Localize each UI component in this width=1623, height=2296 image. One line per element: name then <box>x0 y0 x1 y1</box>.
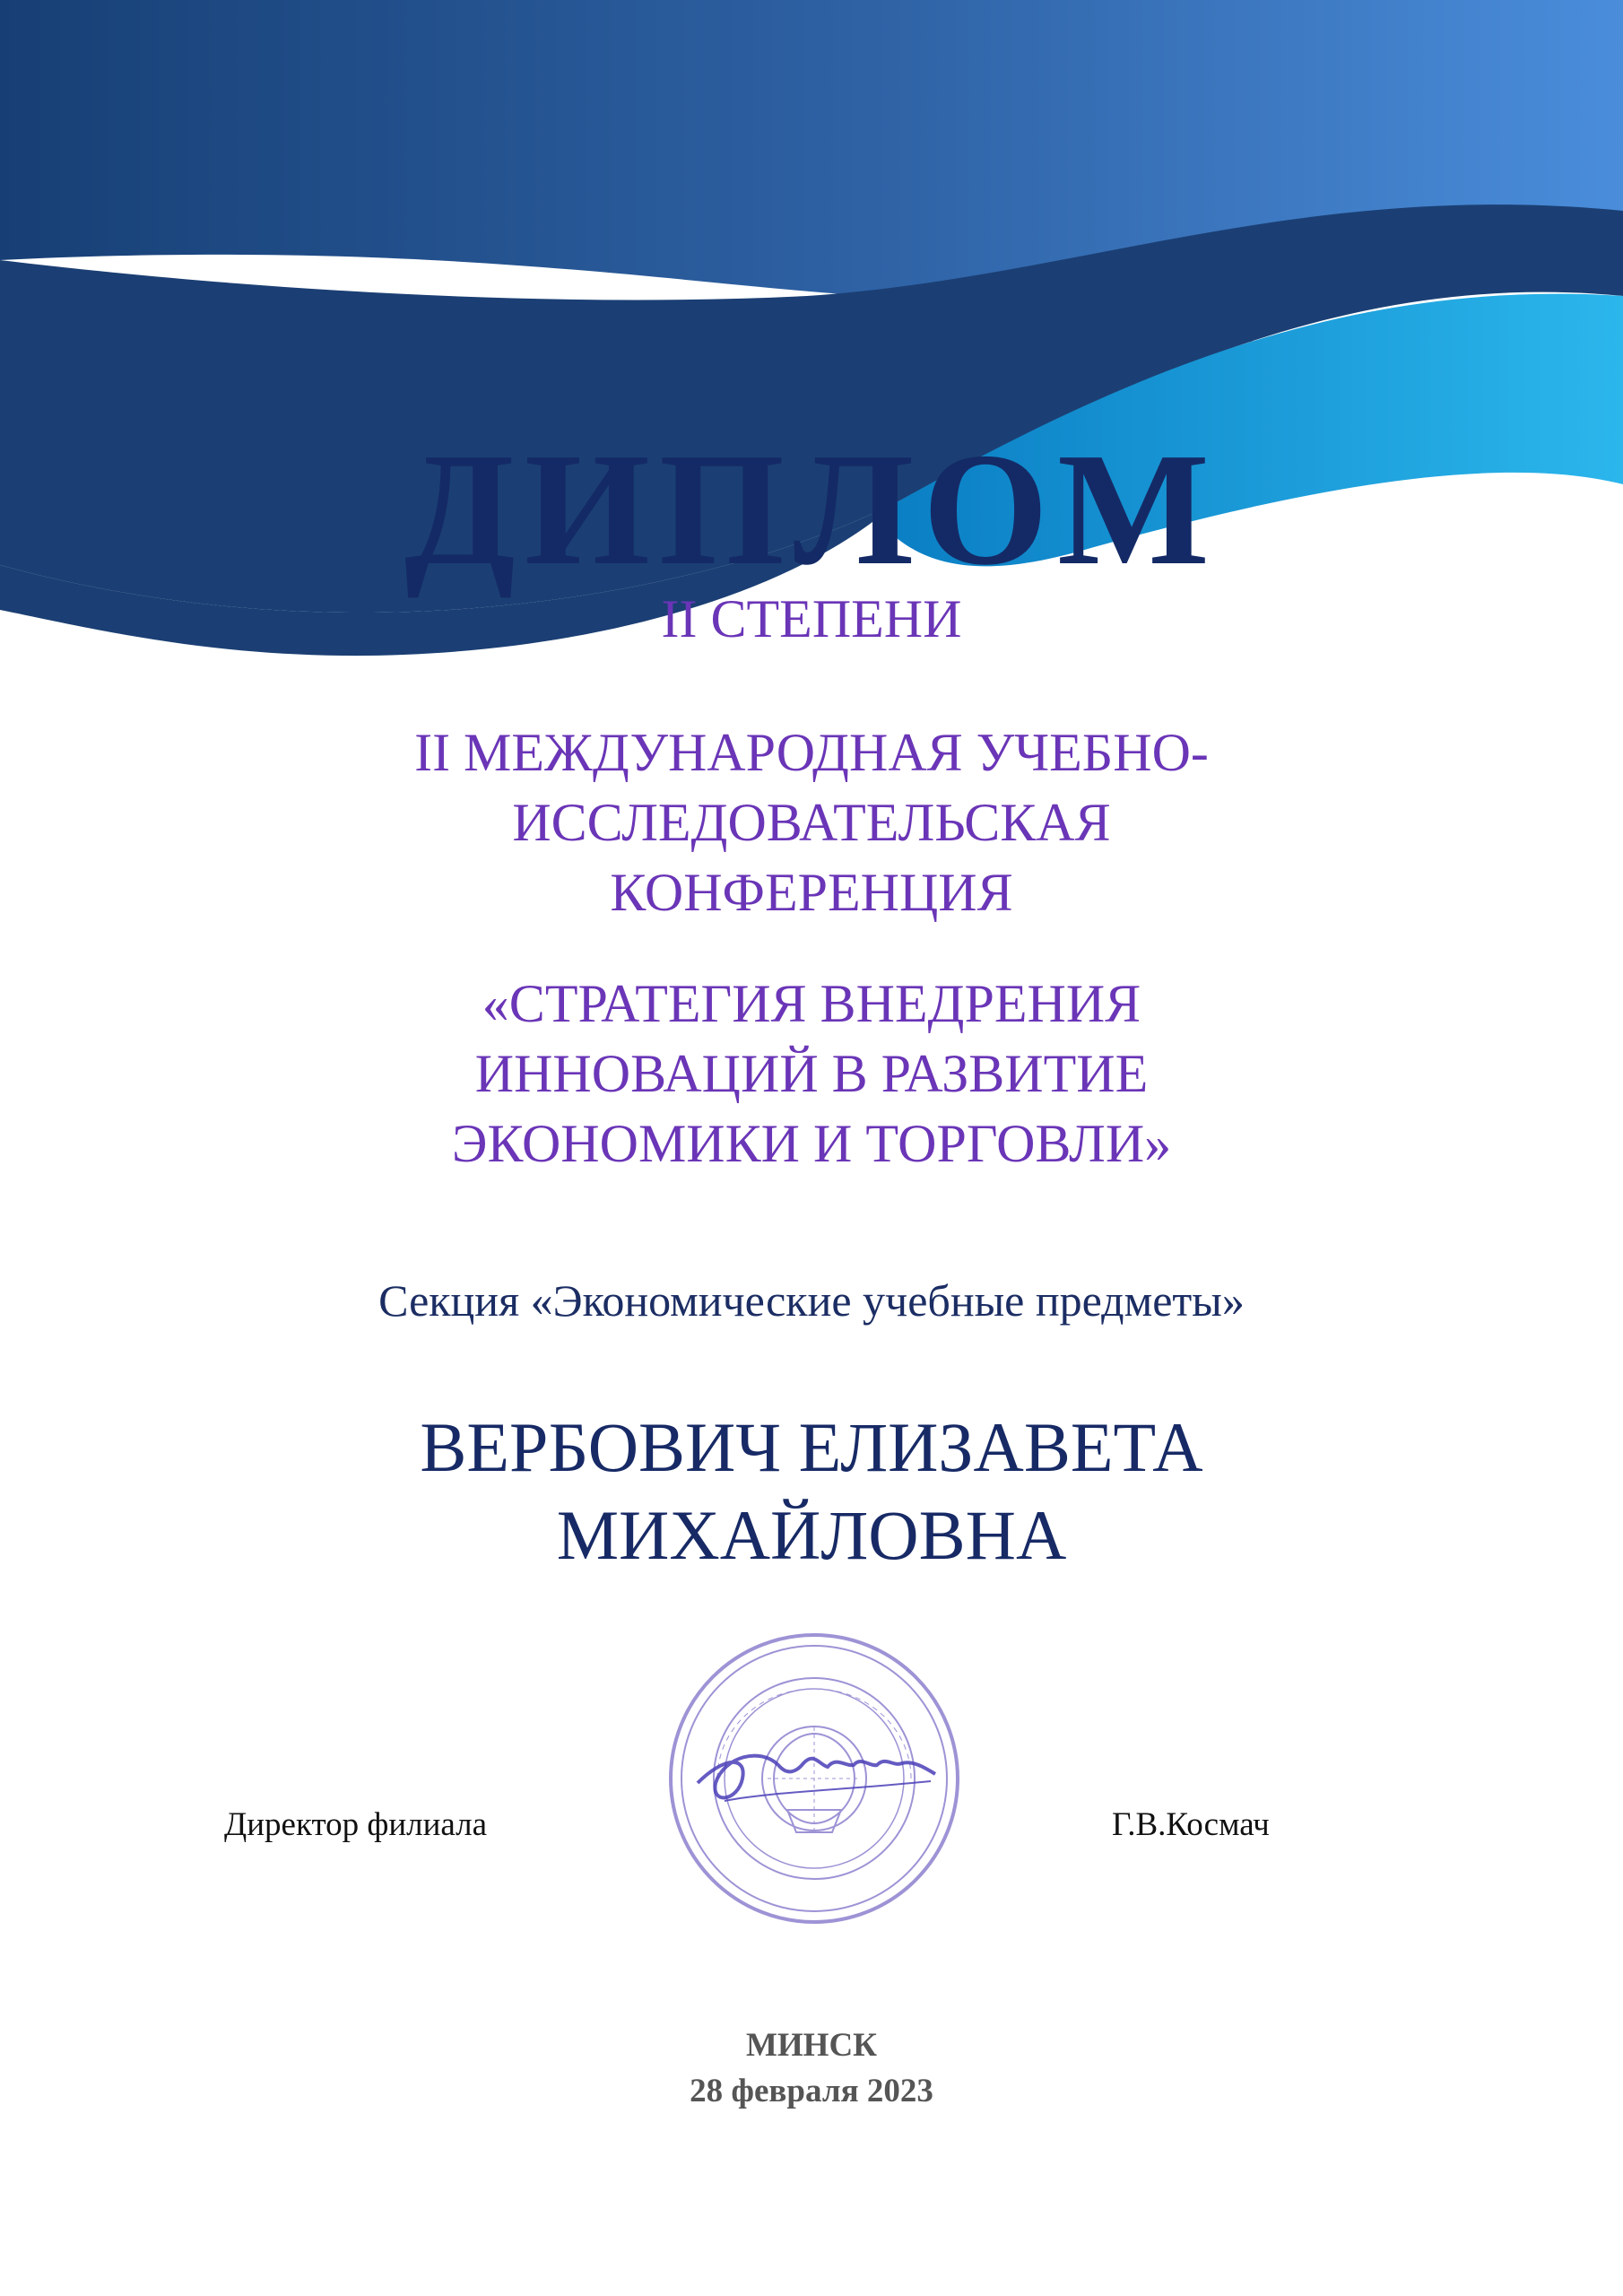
city: МИНСК <box>745 2027 878 2064</box>
diploma-degree: II СТЕПЕНИ <box>661 589 962 648</box>
conference-line: II МЕЖДУНАРОДНАЯ УЧЕБНО- <box>414 723 1209 782</box>
diploma-title: ДИПЛОМ <box>404 420 1219 598</box>
recipient-line: МИХАЙЛОВНА <box>556 1496 1067 1574</box>
conference-line: КОНФЕРЕНЦИЯ <box>610 863 1013 922</box>
director-position: Директор филиала <box>224 1806 488 1843</box>
issue-date: 28 февраля 2023 <box>690 2073 933 2109</box>
director-name: Г.В.Космач <box>1112 1806 1270 1843</box>
conference-line: ИССЛЕДОВАТЕЛЬСКАЯ <box>512 793 1111 852</box>
topic-line: ЭКОНОМИКИ И ТОРГОВЛИ» <box>451 1114 1172 1173</box>
conference-name <box>0 718 1623 927</box>
recipient-name <box>0 1404 1623 1579</box>
official-seal-stamp <box>662 1622 967 1935</box>
topic-line: ИННОВАЦИЙ В РАЗВИТИЕ <box>474 1044 1149 1103</box>
recipient-line: ВЕРБОВИЧ ЕЛИЗАВЕТА <box>420 1408 1203 1486</box>
topic-line: «СТРАТЕГИЯ ВНЕДРЕНИЯ <box>482 974 1141 1033</box>
conference-topic <box>0 969 1623 1178</box>
section-name: Секция «Экономические учебные предметы» <box>378 1275 1245 1326</box>
